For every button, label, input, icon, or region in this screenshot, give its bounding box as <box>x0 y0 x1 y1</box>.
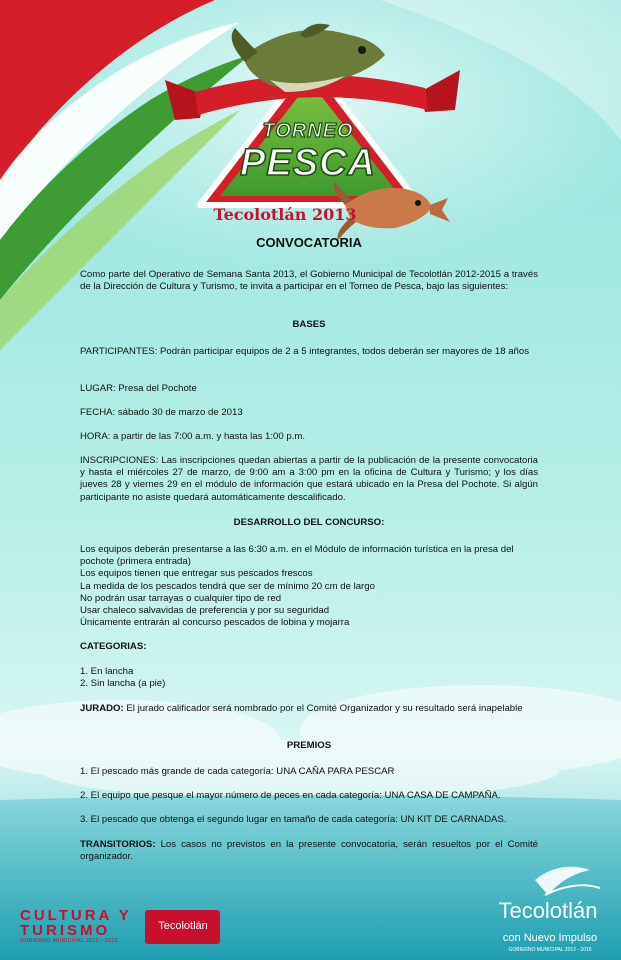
list-item: Los equipos tienen que entregar sus pescados frescos <box>80 568 313 580</box>
cultura-turismo-small: GOBIERNO MUNICIPAL 2012 - 2015 <box>20 938 119 944</box>
cultura-turismo-line1: CULTURA Y <box>20 907 132 924</box>
logo-pesca: PESCA <box>240 142 376 184</box>
tecolotlan-name: Tecolotlán <box>498 898 598 923</box>
lugar-text: LUGAR: Presa del Pochote <box>80 383 197 394</box>
premios-heading: PREMIOS <box>286 740 332 751</box>
premio-item-1: 1. El pescado más grande de cada categoría: UNA CAÑA PARA PESCAR <box>80 766 395 777</box>
list-item: 1. En lancha <box>80 666 134 677</box>
bases-heading: BASES <box>292 319 326 330</box>
hora-text: HORA: a partir de las 7:00 a.m. y hasta las 1:00 p.m. <box>80 431 306 442</box>
categorias-heading: CATEGORIAS: <box>80 641 147 652</box>
premio-item-3: 3. El pescado que obtenga el segundo lugar en tamaño de cada categoría: UN KIT DE CARNADAS. <box>80 814 507 825</box>
fecha-text: FECHA: sábado 30 de marzo de 2013 <box>80 407 243 418</box>
tecolotlan-small: GOBIERNO MUNICIPAL 2012 - 2015 <box>508 947 592 953</box>
premio-item-2: 2. El equipo que pesque el mayor número de peces en cada categoría: UNA CASA DE CAMPAÑA. <box>80 790 501 801</box>
list-item: Los equipos deberán presentarse a las 6:30 a.m. en el Módulo de información turística en la presa del pochote (primera entrada) <box>80 544 514 568</box>
list-item: No podrán usar tarrayas o cualquier tipo de red <box>80 592 282 604</box>
desarrollo-list <box>80 544 538 629</box>
logo-subtitle: Tecolotlán 2013 <box>213 205 357 224</box>
list-item: Usar chaleco salvavidas de preferencia y por su seguridad <box>80 605 330 617</box>
list-item: Únicamente entrarán al concurso pescados de lobina y mojarra <box>80 617 350 629</box>
cultura-turismo-line2: TURISMO <box>20 922 111 939</box>
logo-torneo: TORNEO <box>262 120 354 142</box>
transitorios-paragraph <box>80 839 538 863</box>
jurado-paragraph <box>80 703 538 715</box>
jurado-label: JURADO: <box>80 703 124 714</box>
tecolotlan-badge: Tecolotlán <box>158 920 208 932</box>
transitorios-label: TRANSITORIOS: <box>80 839 156 850</box>
desarrollo-heading: DESARROLLO DEL CONCURSO: <box>233 517 385 528</box>
jurado-text: El jurado calificador será nombrado por el Comité Organizador y su resultado será inapelable <box>123 703 523 714</box>
list-item: La medida de los pescados tendrá que ser de mínimo 20 cm de largo <box>80 580 375 592</box>
participantes-text: PARTICIPANTES: Podrán participar equipos de 2 a 5 integrantes, todos deberán ser mayores de 18 años <box>80 346 530 357</box>
list-item: 2. Sin lancha (a pie) <box>80 678 166 690</box>
categorias-list <box>80 666 538 690</box>
intro-paragraph: Como parte del Operativo de Semana Santa 2013, el Gobierno Municipal de Tecolotlán 2012-2015 a través de la Dirección de Cultura y Turismo, te invita a participar en el Torneo de Pesca, bajo las siguientes: <box>80 269 538 293</box>
tecolotlan-slogan: con Nuevo Impulso <box>502 932 598 944</box>
transitorios-text: Los casos no previstos en la presente convocatoria, serán resueltos por el Comité organizador. <box>80 839 538 863</box>
inscripciones-text: INSCRIPCIONES: Las inscripciones quedan abiertas a partir de la publicación de la presente convocatoria y hasta el miércoles 27 de marzo, de 9:00 am a 3:00 pm en la oficina de Cultura y Turismo; y los días jueves 28 y viernes 29 en el módulo de información que estará ubicado en la Presa del Pochote. Si algún participante no asiste quedará automáticamente descalificado. <box>80 455 538 503</box>
page-title: CONVOCATORIA <box>256 235 362 250</box>
